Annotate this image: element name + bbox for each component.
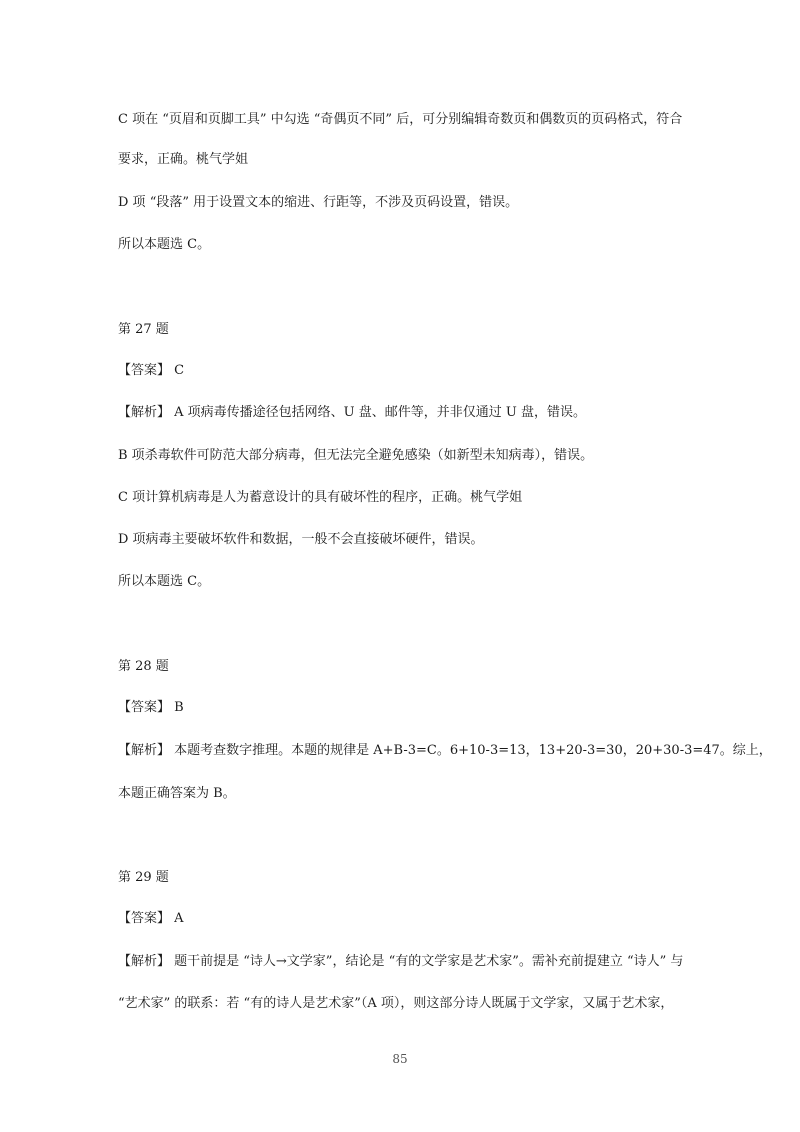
analysis-29-continued: “艺术家” 的联系：若 “有的诗人是艺术家”（A 项），则这部分诗人既属于文学家，又属于艺术家， [118,996,674,1011]
analysis-27-d: D 项病毒主要破坏软件和数据，一般不会直接破坏硬件，错误。 [118,532,484,547]
text-line-d-option-paragraph: D 项 “段落” 用于设置文本的缩进、行距等，不涉及页码设置，错误。 [118,195,519,210]
analysis-29: 【解析】 题干前提是 “诗人→文学家”，结论是 “有的文学家是艺术家”。需补充前提建立 “诗人” 与 [118,954,684,969]
analysis-28: 【解析】 本题考查数字推理。本题的规律是 A+B-3=C。6+10-3=13，13+20-3=30，20+30-3=47。综上， [118,743,772,758]
page-number: 85 [392,1052,408,1066]
question-title-29: 第 29 题 [118,870,169,885]
analysis-28-continued: 本题正确答案为 B。 [118,786,236,801]
question-title-27: 第 27 题 [118,322,169,337]
conclusion-27: 所以本题选 C。 [118,574,211,589]
analysis-27-b: B 项杀毒软件可防范大部分病毒，但无法完全避免感染（如新型未知病毒），错误。 [118,448,594,463]
text-line-c-option-header-footer: C 项在 “页眉和页脚工具” 中勾选 “奇偶页不同” 后，可分别编辑奇数页和偶数页的页码格式，符合 [118,112,683,127]
answer-28: 【答案】 B [118,700,184,715]
text-line-conclusion-q26: 所以本题选 C。 [118,237,211,252]
answer-27: 【答案】 C [118,363,185,378]
analysis-27-c: C 项计算机病毒是人为蓄意设计的具有破坏性的程序，正确。桃气学姐 [118,490,523,505]
question-title-28: 第 28 题 [118,659,169,674]
analysis-27-a: 【解析】 A 项病毒传播途径包括网络、U 盘、邮件等，并非仅通过 U 盘，错误。 [118,405,586,420]
answer-29: 【答案】 A [118,911,184,926]
text-line-c-option-continued: 要求，正确。桃气学姐 [118,152,249,167]
